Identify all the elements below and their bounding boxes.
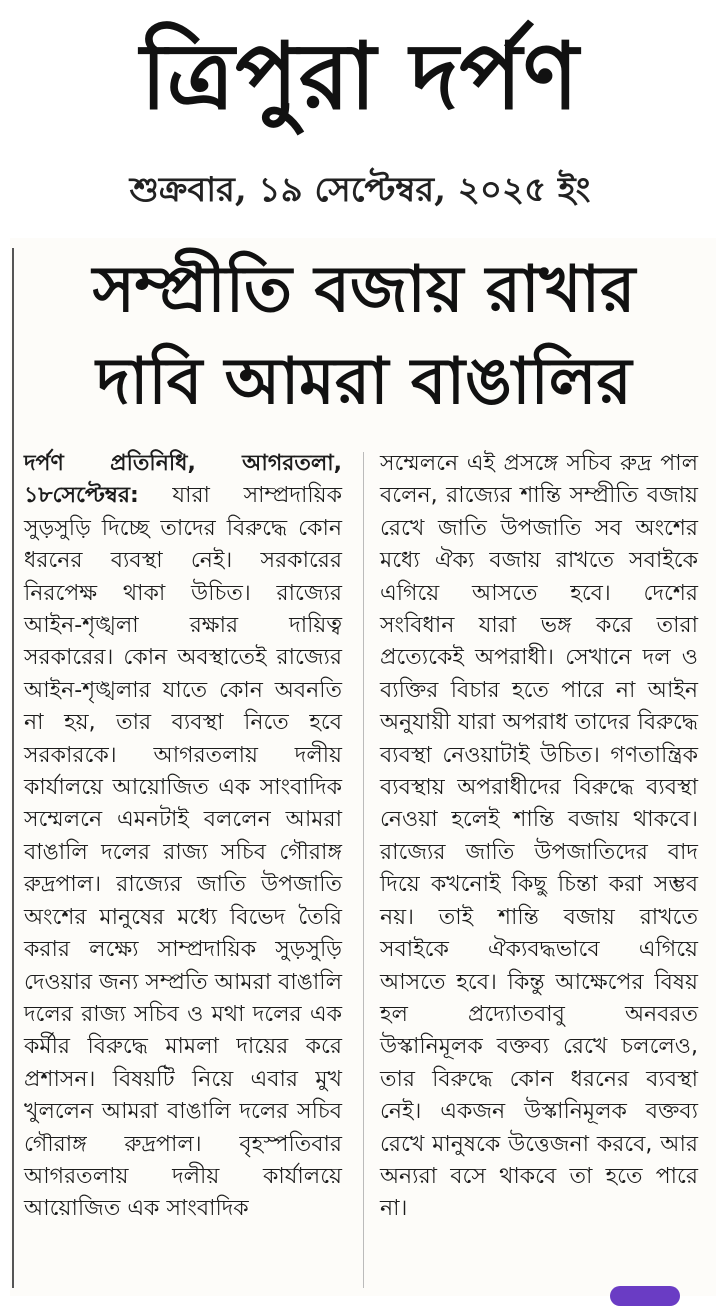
column-divider	[363, 452, 364, 1288]
article-headline	[24, 244, 704, 428]
column-rule	[12, 248, 14, 1288]
masthead	[0, 0, 720, 238]
headline-line-2: দাবি আমরা বাঙালির	[96, 344, 632, 419]
left-column-text: যারা সাম্প্রদায়িক সুড়সুড়ি দিচ্ছে তাদের বিরুদ্ধে কোন ধরনের ব্যবস্থা নেই। সরকারের নিরপেক্ষ থাকা উচিত। রাজ্যের আইন-শৃঙ্খলা রক্ষার দায়িত্ব সরকারের। কোন অবস্থাতেই রাজ্যের আইন-শৃঙ্খলার যাতে কোন অবনতি না হয়, তার ব্যবস্থা নিতে হবে সরকারকে। আগরতলায় দলীয় কার্যালয়ে আয়োজিত এক সাংবাদিক সম্মেলনে এমনটাই বললেন আমরা বাঙালি দলের রাজ্য সচিব গৌরাঙ্গ রুদ্রপাল। রাজ্যের জাতি উপজাতি অংশের মানুষের মধ্যে বিভেদ তৈরি করার লক্ষ্যে সাম্প্রদায়িক সুড়সুড়ি দেওয়ার জন্য সম্প্রতি আমরা বাঙালি দলের রাজ্য সচিব ও মথা দলের এক কর্মীর বিরুদ্ধে মামলা দায়ের করে প্রশাসন। বিষয়টি নিয়ে এবার মুখ খুললেন আমরা বাঙালি দলের সচিব গৌরাঙ্গ রুদ্রপাল। বৃহস্পতিবার আগরতলায় দলীয় কার্যালয়ে আয়োজিত এক সাংবাদিক	[24, 483, 342, 1222]
right-column-text: সম্মেলনে এই প্রসঙ্গে সচিব রুদ্র পাল বলেন, রাজ্যের শান্তি সম্প্রীতি বজায় রেখে জাতি উপজাতি সব অংশের মধ্যে ঐক্য বজায় রাখতে সবাইকে এগিয়ে আসতে হবে। দেশের সংবিধান যারা ভঙ্গ করে তারা প্রত্যেকেই অপরাধী। সেখানে দল ও ব্যক্তির বিচার হতে পারে না আইন অনুযায়ী যারা অপরাধ তাদের বিরুদ্ধে ব্যবস্থা নেওয়াটাই উচিত। গণতান্ত্রিক ব্যবস্থায় অপরাধীদের বিরুদ্ধে ব্যবস্থা নেওয়া হলেই শান্তি বজায় থাকবে। রাজ্যের জাতি উপজাতিদের বাদ দিয়ে কখনোই কিছু চিন্তা করা সম্ভব নয়। তাই শান্তি বজায় রাখতে সবাইকে ঐক্যবদ্ধভাবে এগিয়ে আসতে হবে। কিন্তু আক্ষেপের বিষয় হল প্রদ্যোতবাবু অনবরত উস্কানিমূলক বক্তব্য রেখে চললেও, তার বিরুদ্ধে কোন ধরনের ব্যবস্থা নেই। একজন উস্কানিমূলক বক্তব্য রেখে মানুষকে উত্তেজনা করবে, আর অন্যরা বসে থাকবে তা হতে পারে না।	[380, 451, 698, 1222]
article-column-right	[380, 448, 698, 1296]
headline-line-1: সম্প্রীতি বজায় রাখার	[92, 252, 636, 327]
corner-badge	[610, 1286, 680, 1306]
article-column-left	[24, 448, 342, 1296]
newspaper-name: ত্রিপুরা দর্পণ	[140, 22, 580, 130]
dateline: দর্পণ প্রতিনিধি, আগরতলা, ১৮সেপ্টেম্বর:	[24, 451, 342, 509]
article-body-left	[24, 448, 342, 1226]
issue-date: শুক্রবার, ১৯ সেপ্টেম্বর, ২০২৫ ইং	[129, 170, 591, 210]
